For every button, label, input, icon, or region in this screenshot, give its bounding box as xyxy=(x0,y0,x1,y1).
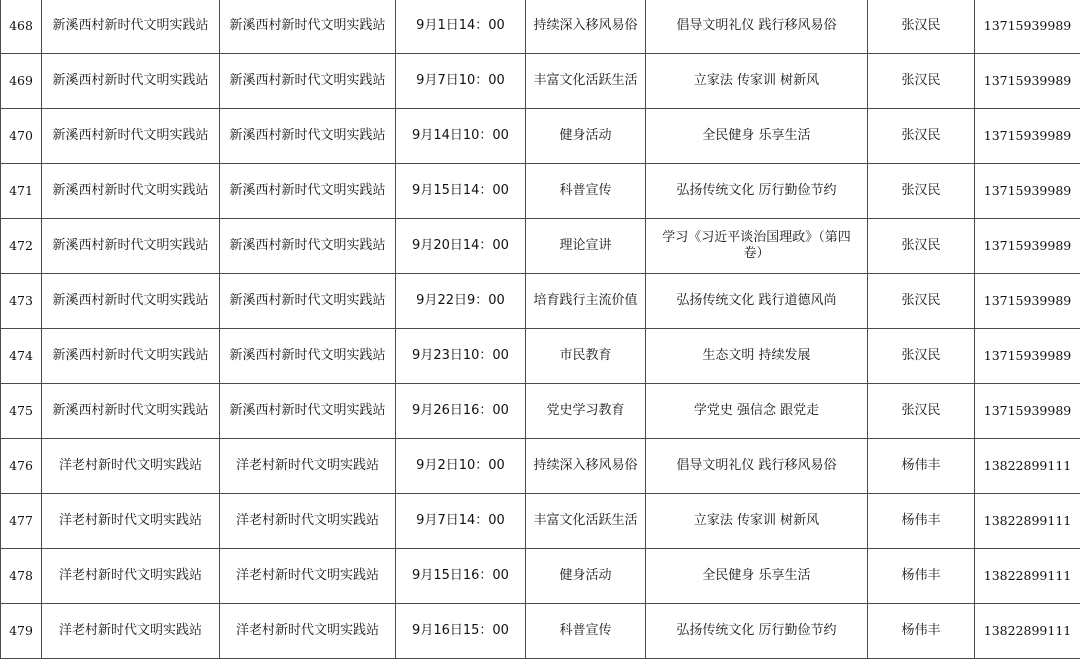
row-number-cell: 473 xyxy=(1,274,42,329)
practice-station-cell: 洋老村新时代文明实践站 xyxy=(220,604,396,659)
table-row xyxy=(1,604,1080,659)
row-number-cell: 468 xyxy=(1,0,42,54)
village-cell: 新溪西村新时代文明实践站 xyxy=(42,164,220,219)
table-body xyxy=(1,0,1080,659)
contact-person-cell: 张汉民 xyxy=(868,274,975,329)
village-cell: 新溪西村新时代文明实践站 xyxy=(42,384,220,439)
row-number-cell: 475 xyxy=(1,384,42,439)
activity-time-cell: 9月22日9：00 xyxy=(396,274,526,329)
practice-station-cell: 洋老村新时代文明实践站 xyxy=(220,494,396,549)
activity-time-cell: 9月20日14：00 xyxy=(396,219,526,274)
row-number-cell: 476 xyxy=(1,439,42,494)
contact-phone-cell: 13822899111 xyxy=(975,549,1080,604)
activity-time-cell: 9月15日16：00 xyxy=(396,549,526,604)
village-cell: 洋老村新时代文明实践站 xyxy=(42,604,220,659)
activity-type-cell: 党史学习教育 xyxy=(526,384,646,439)
contact-person-cell: 张汉民 xyxy=(868,164,975,219)
activity-time-cell: 9月26日16：00 xyxy=(396,384,526,439)
table-row xyxy=(1,164,1080,219)
activity-time-cell: 9月15日14：00 xyxy=(396,164,526,219)
activity-time-cell: 9月23日10：00 xyxy=(396,329,526,384)
activity-theme-cell: 倡导文明礼仪 践行移风易俗 xyxy=(646,439,868,494)
contact-phone-cell: 13822899111 xyxy=(975,494,1080,549)
table-row xyxy=(1,384,1080,439)
table-row xyxy=(1,54,1080,109)
contact-phone-cell: 13715939989 xyxy=(975,164,1080,219)
activity-time-cell: 9月7日10：00 xyxy=(396,54,526,109)
village-cell: 新溪西村新时代文明实践站 xyxy=(42,219,220,274)
row-number-cell: 471 xyxy=(1,164,42,219)
row-number-cell: 477 xyxy=(1,494,42,549)
contact-person-cell: 张汉民 xyxy=(868,329,975,384)
activity-time-cell: 9月1日14：00 xyxy=(396,0,526,54)
table-row xyxy=(1,329,1080,384)
activity-theme-cell: 全民健身 乐享生活 xyxy=(646,549,868,604)
contact-phone-cell: 13715939989 xyxy=(975,384,1080,439)
village-cell: 新溪西村新时代文明实践站 xyxy=(42,109,220,164)
village-cell: 新溪西村新时代文明实践站 xyxy=(42,329,220,384)
practice-station-cell: 新溪西村新时代文明实践站 xyxy=(220,329,396,384)
activity-theme-cell: 学党史 强信念 跟党走 xyxy=(646,384,868,439)
practice-station-cell: 新溪西村新时代文明实践站 xyxy=(220,164,396,219)
village-cell: 洋老村新时代文明实践站 xyxy=(42,549,220,604)
activity-type-cell: 培育践行主流价值 xyxy=(526,274,646,329)
activity-theme-cell: 弘扬传统文化 厉行勤俭节约 xyxy=(646,164,868,219)
activity-type-cell: 健身活动 xyxy=(526,109,646,164)
village-cell: 新溪西村新时代文明实践站 xyxy=(42,274,220,329)
contact-person-cell: 杨伟丰 xyxy=(868,439,975,494)
table-row xyxy=(1,219,1080,274)
table-row xyxy=(1,494,1080,549)
village-cell: 洋老村新时代文明实践站 xyxy=(42,494,220,549)
practice-station-cell: 新溪西村新时代文明实践站 xyxy=(220,54,396,109)
activity-time-cell: 9月14日10：00 xyxy=(396,109,526,164)
activity-type-cell: 科普宣传 xyxy=(526,604,646,659)
contact-person-cell: 张汉民 xyxy=(868,219,975,274)
table-row xyxy=(1,549,1080,604)
practice-station-cell: 新溪西村新时代文明实践站 xyxy=(220,109,396,164)
table-row xyxy=(1,109,1080,164)
row-number-cell: 470 xyxy=(1,109,42,164)
table-row xyxy=(1,439,1080,494)
contact-phone-cell: 13715939989 xyxy=(975,109,1080,164)
contact-phone-cell: 13715939989 xyxy=(975,274,1080,329)
contact-phone-cell: 13715939989 xyxy=(975,329,1080,384)
activity-type-cell: 理论宣讲 xyxy=(526,219,646,274)
contact-person-cell: 张汉民 xyxy=(868,54,975,109)
contact-person-cell: 张汉民 xyxy=(868,384,975,439)
practice-station-cell: 新溪西村新时代文明实践站 xyxy=(220,274,396,329)
village-cell: 新溪西村新时代文明实践站 xyxy=(42,0,220,54)
practice-station-cell: 新溪西村新时代文明实践站 xyxy=(220,219,396,274)
practice-station-cell: 新溪西村新时代文明实践站 xyxy=(220,384,396,439)
row-number-cell: 479 xyxy=(1,604,42,659)
activity-theme-cell: 学习《习近平谈治国理政》（第四卷） xyxy=(646,219,868,274)
row-number-cell: 478 xyxy=(1,549,42,604)
activity-time-cell: 9月2日10：00 xyxy=(396,439,526,494)
activity-time-cell: 9月7日14：00 xyxy=(396,494,526,549)
activity-theme-cell: 倡导文明礼仪 践行移风易俗 xyxy=(646,0,868,54)
contact-person-cell: 杨伟丰 xyxy=(868,604,975,659)
contact-phone-cell: 13822899111 xyxy=(975,439,1080,494)
activity-time-cell: 9月16日15：00 xyxy=(396,604,526,659)
activity-theme-cell: 立家法 传家训 树新风 xyxy=(646,494,868,549)
contact-phone-cell: 13822899111 xyxy=(975,604,1080,659)
village-cell: 洋老村新时代文明实践站 xyxy=(42,439,220,494)
practice-station-cell: 洋老村新时代文明实践站 xyxy=(220,549,396,604)
activity-type-cell: 科普宣传 xyxy=(526,164,646,219)
row-number-cell: 469 xyxy=(1,54,42,109)
activity-type-cell: 丰富文化活跃生活 xyxy=(526,54,646,109)
contact-phone-cell: 13715939989 xyxy=(975,219,1080,274)
activity-theme-cell: 弘扬传统文化 厉行勤俭节约 xyxy=(646,604,868,659)
contact-person-cell: 张汉民 xyxy=(868,0,975,54)
activity-type-cell: 持续深入移风易俗 xyxy=(526,439,646,494)
practice-station-cell: 新溪西村新时代文明实践站 xyxy=(220,0,396,54)
contact-person-cell: 杨伟丰 xyxy=(868,549,975,604)
contact-person-cell: 张汉民 xyxy=(868,109,975,164)
activity-theme-cell: 全民健身 乐享生活 xyxy=(646,109,868,164)
activity-type-cell: 健身活动 xyxy=(526,549,646,604)
row-number-cell: 472 xyxy=(1,219,42,274)
table-row xyxy=(1,0,1080,54)
contact-phone-cell: 13715939989 xyxy=(975,54,1080,109)
practice-station-cell: 洋老村新时代文明实践站 xyxy=(220,439,396,494)
activity-type-cell: 持续深入移风易俗 xyxy=(526,0,646,54)
contact-phone-cell: 13715939989 xyxy=(975,0,1080,54)
activity-theme-cell: 弘扬传统文化 践行道德风尚 xyxy=(646,274,868,329)
activity-theme-cell: 立家法 传家训 树新风 xyxy=(646,54,868,109)
activity-type-cell: 丰富文化活跃生活 xyxy=(526,494,646,549)
table-row xyxy=(1,274,1080,329)
village-cell: 新溪西村新时代文明实践站 xyxy=(42,54,220,109)
activity-theme-cell: 生态文明 持续发展 xyxy=(646,329,868,384)
activity-type-cell: 市民教育 xyxy=(526,329,646,384)
contact-person-cell: 杨伟丰 xyxy=(868,494,975,549)
row-number-cell: 474 xyxy=(1,329,42,384)
